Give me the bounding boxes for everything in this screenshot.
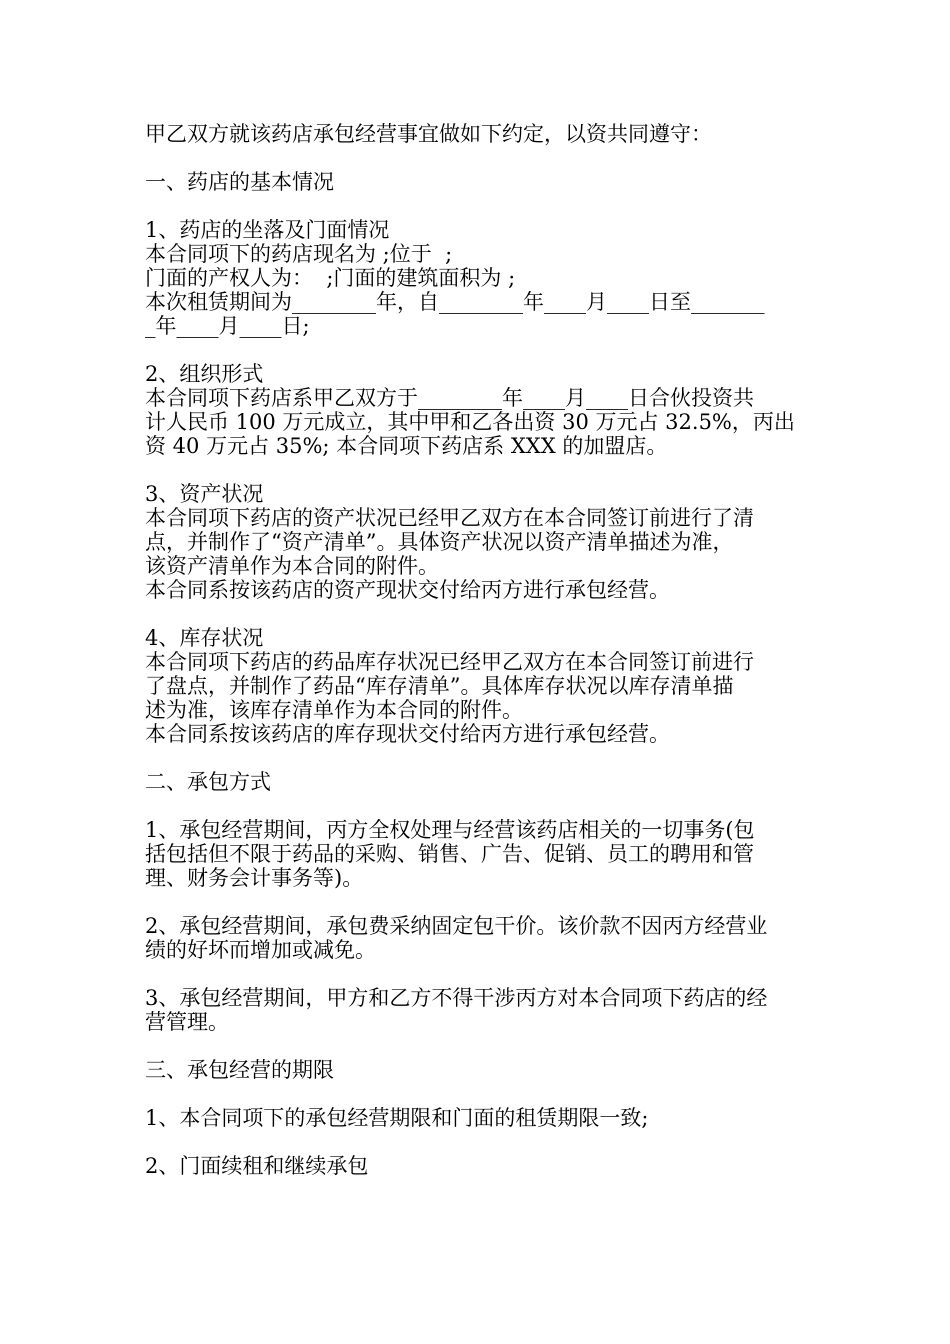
blank-line — [145, 1130, 810, 1154]
text-line: 2、门面续租和继续承包 — [145, 1154, 369, 1178]
text-line: 2、承包经营期间，承包费采纳固定包干价。该价款不因丙方经营业 — [145, 914, 768, 938]
text-line: 甲乙双方就该药店承包经营事宜做如下约定，以资共同遵守： — [145, 122, 712, 146]
text-line: 二、承包方式 — [145, 770, 271, 794]
text-line: 本合同系按该药店的库存现状交付给丙方进行承包经营。 — [145, 722, 670, 746]
blank-line — [145, 458, 810, 482]
text-line: 了盘点，并制作了药品“库存清单”。具体库存状况以库存清单描 — [145, 674, 734, 698]
text-line: 计人民币 100 万元成立，其中甲和乙各出资 30 万元占 32.5%，丙出 — [145, 410, 795, 434]
blank-line — [145, 338, 810, 362]
text-line: 本合同项下药店的药品库存状况已经甲乙双方在本合同签订前进行 — [145, 650, 754, 674]
blank-line — [145, 890, 810, 914]
blank-line — [145, 746, 810, 770]
blank-line — [145, 962, 810, 986]
text-line: 1、承包经营期间，丙方全权处理与经营该药店相关的一切事务(包 — [145, 818, 755, 842]
text-line: 资 40 万元占 35%; 本合同项下药店系 XXX 的加盟店。 — [145, 434, 668, 458]
text-line: 绩的好坏而增加或减免。 — [145, 938, 376, 962]
text-line: 理、财务会计事务等)。 — [145, 866, 364, 890]
text-line: 3、承包经营期间，甲方和乙方不得干涉丙方对本合同项下药店的经 — [145, 986, 768, 1010]
blank-line — [145, 1082, 810, 1106]
blank-line — [145, 794, 810, 818]
text-line: 本合同项下的药店现名为 ;位于 ; — [145, 242, 453, 266]
blank-line — [145, 602, 810, 626]
text-line: 4、库存状况 — [145, 626, 264, 650]
text-line: 该资产清单作为本合同的附件。 — [145, 554, 439, 578]
text-line: 三、承包经营的期限 — [145, 1058, 334, 1082]
text-line: 1、本合同项下的承包经营期限和门面的租赁期限一致; — [145, 1106, 649, 1130]
blank-line — [145, 146, 810, 170]
text-line: 一、药店的基本情况 — [145, 170, 334, 194]
text-line: 门面的产权人为： ;门面的建筑面积为 ; — [145, 266, 516, 290]
text-line: 本合同项下药店系甲乙双方于________年____月____日合伙投资共 — [145, 386, 754, 410]
document-page — [145, 122, 810, 1178]
text-line: 2、组织形式 — [145, 362, 264, 386]
blank-line — [145, 1034, 810, 1058]
text-line: 本合同系按该药店的资产现状交付给丙方进行承包经营。 — [145, 578, 670, 602]
text-line: 营管理。 — [145, 1010, 229, 1034]
text-line: 3、资产状况 — [145, 482, 264, 506]
blank-line — [145, 194, 810, 218]
text-line: 述为准，该库存清单作为本合同的附件。 — [145, 698, 523, 722]
text-line: 本合同项下药店的资产状况已经甲乙双方在本合同签订前进行了清 — [145, 506, 754, 530]
text-line: 1、药店的坐落及门面情况 — [145, 218, 390, 242]
text-line: 本次租赁期间为________年，自________年____月____日至_______ — [145, 290, 765, 314]
text-line: 点，并制作了“资产清单”。具体资产状况以资产清单描述为准， — [145, 530, 734, 554]
text-line: _年____月____日; — [145, 314, 310, 338]
text-line: 括包括但不限于药品的采购、销售、广告、促销、员工的聘用和管 — [145, 842, 754, 866]
